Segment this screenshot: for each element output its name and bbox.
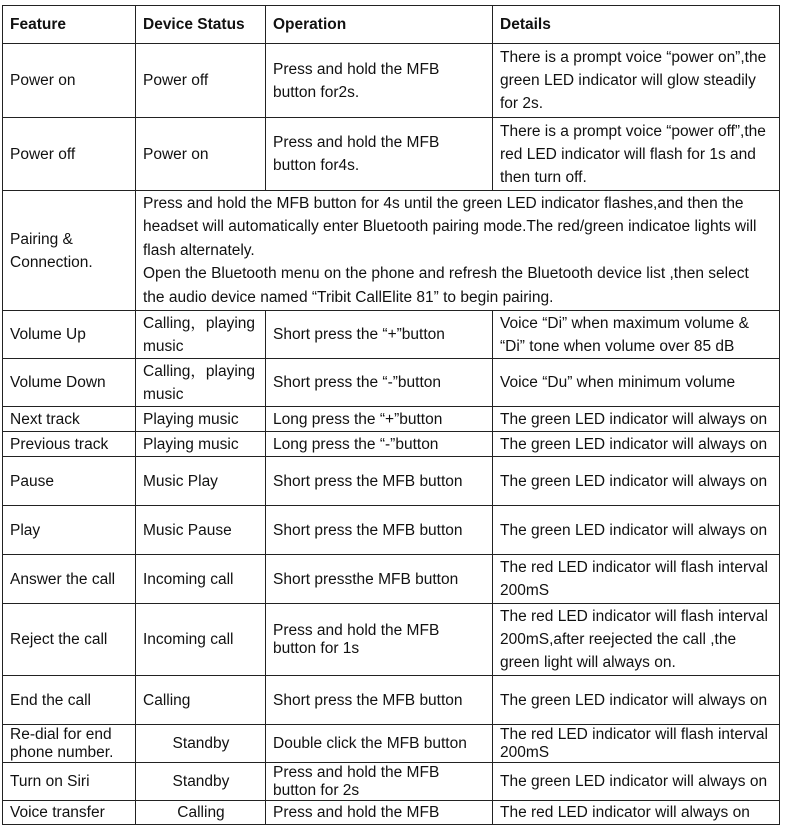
pairing-text-2: Open the Bluetooth menu on the phone and refresh the Bluetooth device list ,then select the audio device named “Tribit CallElite 81” to begin pairing. — [143, 265, 749, 306]
status-cell: Calling，playing music — [136, 311, 266, 359]
status-cell: Calling — [136, 801, 266, 825]
feature-cell: Reject the call — [3, 604, 136, 676]
status-cell: Incoming call — [136, 604, 266, 676]
feature-cell: Re-dial for end phone number. — [3, 725, 136, 763]
header-feature: Feature — [3, 6, 136, 44]
pairing-description-cell — [136, 191, 780, 311]
table-row — [3, 191, 780, 311]
details-cell: The green LED indicator will always on — [493, 457, 780, 506]
feature-cell: Volume Up — [3, 311, 136, 359]
header-operation: Operation — [266, 6, 493, 44]
table-row — [3, 407, 780, 432]
operation-cell: Short pressthe MFB button — [266, 555, 493, 604]
feature-cell: Pairing & Connection. — [3, 191, 136, 311]
feature-cell: Next track — [3, 407, 136, 432]
operation-cell: Press and hold the MFB button for 1s — [266, 604, 493, 676]
feature-cell: Voice transfer — [3, 801, 136, 825]
table-row — [3, 763, 780, 801]
status-cell: Standby — [136, 725, 266, 763]
table-row — [3, 359, 780, 407]
details-cell: The green LED indicator will always on — [493, 506, 780, 555]
table-row — [3, 432, 780, 457]
table-row — [3, 725, 780, 763]
operation-cell: Short press the MFB button — [266, 506, 493, 555]
feature-cell: Power on — [3, 44, 136, 118]
operation-cell: Long press the “+”button — [266, 407, 493, 432]
operation-cell: Short press the “+”button — [266, 311, 493, 359]
status-cell: Incoming call — [136, 555, 266, 604]
details-cell: Voice “Di” when maximum volume & “Di” tone when volume over 85 dB — [493, 311, 780, 359]
table-row — [3, 506, 780, 555]
feature-cell: Volume Down — [3, 359, 136, 407]
status-cell: Playing music — [136, 407, 266, 432]
table-row — [3, 604, 780, 676]
table-row — [3, 44, 780, 118]
status-cell: Calling — [136, 676, 266, 725]
table-row — [3, 801, 780, 825]
status-cell: Standby — [136, 763, 266, 801]
operation-cell: Double click the MFB button — [266, 725, 493, 763]
status-cell: Power on — [136, 118, 266, 191]
operation-cell: Short press the MFB button — [266, 457, 493, 506]
header-details: Details — [493, 6, 780, 44]
header-device-status: Device Status — [136, 6, 266, 44]
operation-cell: Press and hold the MFB button for2s. — [266, 44, 493, 118]
operation-cell: Press and hold the MFB button for4s. — [266, 118, 493, 191]
feature-cell: Pause — [3, 457, 136, 506]
feature-cell: End the call — [3, 676, 136, 725]
header-row — [3, 6, 780, 44]
operation-cell: Short press the MFB button — [266, 676, 493, 725]
feature-cell: Answer the call — [3, 555, 136, 604]
status-cell: Power off — [136, 44, 266, 118]
status-cell: Calling，playing music — [136, 359, 266, 407]
details-cell: The green LED indicator will always on — [493, 763, 780, 801]
table-row — [3, 457, 780, 506]
status-cell: Music Play — [136, 457, 266, 506]
details-cell: The red LED indicator will always on — [493, 801, 780, 825]
details-cell: The green LED indicator will always on — [493, 432, 780, 457]
details-cell: The green LED indicator will always on — [493, 676, 780, 725]
details-cell: There is a prompt voice “power off”,the red LED indicator will flash for 1s and then turn off. — [493, 118, 780, 191]
operation-cell: Short press the “-”button — [266, 359, 493, 407]
operation-cell: Long press the “-”button — [266, 432, 493, 457]
status-cell: Playing music — [136, 432, 266, 457]
details-cell: The red LED indicator will flash interval 200mS — [493, 555, 780, 604]
operation-cell: Press and hold the MFB button for 2s — [266, 763, 493, 801]
details-cell: Voice “Du” when minimum volume — [493, 359, 780, 407]
feature-cell: Previous track — [3, 432, 136, 457]
pairing-text-1: Press and hold the MFB button for 4s until the green LED indicator flashes,and then the headset will automatically enter Bluetooth pairing mode.The red/green indicatoe lights will flash alternately. — [143, 194, 757, 259]
operation-cell: Press and hold the MFB — [266, 801, 493, 825]
table-row — [3, 311, 780, 359]
details-cell: There is a prompt voice “power on”,the green LED indicator will glow steadily for 2s. — [493, 44, 780, 118]
feature-cell: Play — [3, 506, 136, 555]
details-cell: The green LED indicator will always on — [493, 407, 780, 432]
table-row — [3, 118, 780, 191]
details-cell: The red LED indicator will flash interval 200mS,after reejected the call ,the green light will always on. — [493, 604, 780, 676]
feature-table — [2, 5, 780, 825]
status-cell: Music Pause — [136, 506, 266, 555]
feature-cell: Power off — [3, 118, 136, 191]
table-row — [3, 676, 780, 725]
details-cell: The red LED indicator will flash interval 200mS — [493, 725, 780, 763]
feature-cell: Turn on Siri — [3, 763, 136, 801]
table-row — [3, 555, 780, 604]
